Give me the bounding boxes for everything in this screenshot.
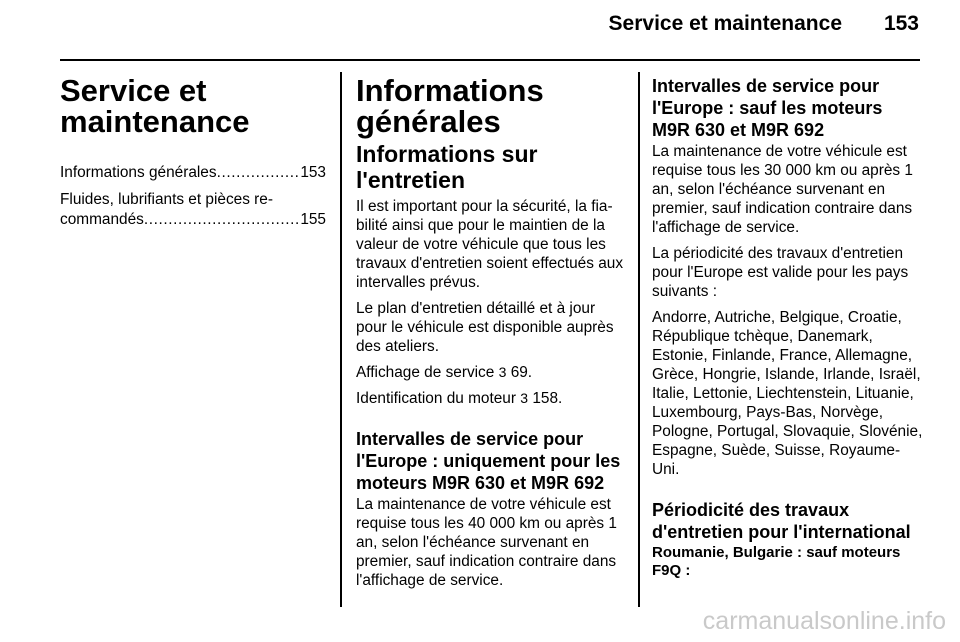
page-number: 153 <box>883 12 919 35</box>
page-reference-icon: 3 <box>498 364 507 380</box>
country-list: Andorre, Autriche, Belgique, Croatie, République tchèque, Danemark, Estonie, Finlande, France, Allemagne, Grèce, Hongrie, Islande, Irlande, Israël, Italie, Lettonie, Liechtenstein, Lituanie, Luxembourg, Pays-Bas, Norvège, Pologne, Portugal, Slovaquie, Slovénie, Espagne, Suède, Suisse, Royaume-Uni. <box>652 309 923 478</box>
reference-label: Affichage de service <box>356 364 495 381</box>
subheading: Intervalles de service pour l'Europe : uniquement pour les moteurs M9R 630 et M9R 692 <box>356 429 621 493</box>
subheading: Périodicité des travaux d'entretien pour l'international <box>652 500 911 542</box>
toc-leader <box>217 163 301 183</box>
watermark: carmanualsonline.info <box>702 607 946 635</box>
toc-label: Fluides, lubrifiants et pièces re- <box>60 191 273 208</box>
column-divider-1 <box>340 72 342 607</box>
column-2 <box>356 75 625 597</box>
chapter-title: Service et maintenance <box>60 73 250 139</box>
column-divider-2 <box>638 72 640 607</box>
subheading: Intervalles de service pour l'Europe : sauf les moteurs M9R 630 et M9R 692 <box>652 76 883 140</box>
paragraph: La maintenance de votre véhicule est requise tous les 40 000 km ou après 1 an, selon l'échéance survenant en premier, sauf indication contraire dans l'affichage de service. <box>356 496 617 589</box>
header-rule <box>60 59 920 61</box>
header-title: Service et maintenance <box>608 12 842 35</box>
toc-entry[interactable] <box>60 190 326 230</box>
column-3 <box>652 75 924 580</box>
toc-label: Informations générales <box>60 164 217 181</box>
section-title: Informations générales <box>356 73 544 139</box>
paragraph: Il est important pour la sécurité, la fiabilité ainsi que pour le maintien de la valeur de votre véhicule que tous les travaux d'entretien soient effectués aux intervalles prévus. <box>356 198 624 291</box>
toc-entry[interactable] <box>60 163 326 183</box>
page-reference-icon: 3 <box>520 390 529 406</box>
reference-page: 158. <box>532 390 563 407</box>
reference-page: 69. <box>510 364 533 381</box>
cross-reference[interactable] <box>356 363 625 382</box>
reference-label: Identification du moteur <box>356 390 516 407</box>
minor-heading: Roumanie, Bulgarie : sauf moteurs F9Q : <box>652 544 901 579</box>
column-1 <box>60 75 326 237</box>
paragraph: La périodicité des travaux d'entretien pour l'Europe est valide pour les pays suivants : <box>652 245 909 300</box>
toc-page: 153 <box>300 164 326 181</box>
toc-leader <box>144 210 300 230</box>
paragraph: Le plan d'entretien détaillé et à jour pour le véhicule est disponible auprès des ateliers. <box>356 300 614 355</box>
table-of-contents <box>60 163 326 230</box>
cross-reference[interactable] <box>356 389 625 408</box>
toc-page: 155 <box>300 211 326 228</box>
paragraph: La maintenance de votre véhicule est requise tous les 30 000 km ou après 1 an, selon l'échéance survenant en premier, sauf indication contraire dans l'affichage de service. <box>652 143 913 236</box>
subsection-title: Informations sur l'entretien <box>356 141 538 193</box>
toc-label: commandés <box>60 211 144 228</box>
